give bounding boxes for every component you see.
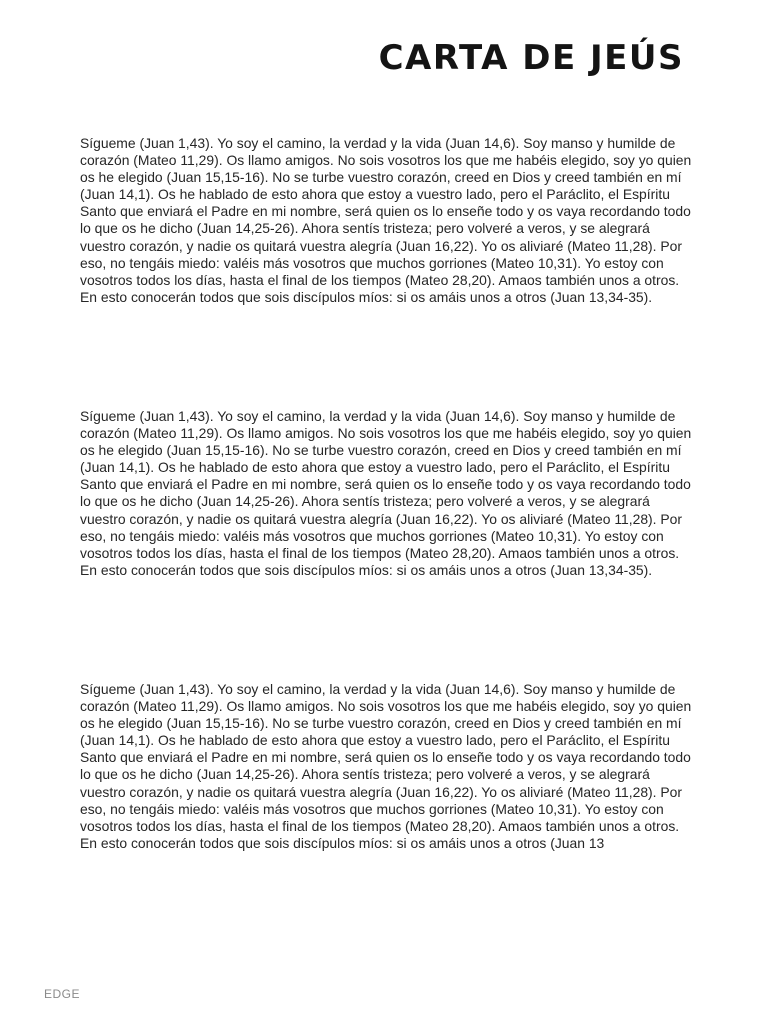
edge-logo: EDGE — [44, 987, 81, 1001]
body-paragraph-1: Sígueme (Juan 1,43). Yo soy el camino, la verdad y la vida (Juan 14,6). Soy manso y humilde de corazón (Mateo 11,29). Os llamo amigos. No sois vosotros los que me habéis elegido, soy yo quien os he elegido (Juan 15,15-16). No se turbe vuestro corazón, creed en Dios y creed también en mí (Juan 14,1). Os he hablado de esto ahora que estoy a vuestro lado, pero el Paráclito, el Espíritu Santo que enviará el Padre en mi nombre, será quien os lo enseñe todo y os vaya recordando todo lo que os he dicho (Juan 14,25-26). Ahora sentís tristeza; pero volveré a veros, y se alegrará vuestro corazón, y nadie os quitará vuestra alegría (Juan 16,22). Yo os aliviaré (Mateo 11,28). Por eso, no tengáis miedo: valéis más vosotros que muchos gorriones (Mateo 10,31). Yo estoy con vosotros todos los días, hasta el final de los tiempos (Mateo 28,20). Amaos también unos a otros. En esto conocerán todos que sois discípulos míos: si os amáis unos a otros (Juan 13,34-35). — [80, 135, 692, 305]
page-title: CARTA DE JEÚS — [378, 38, 684, 78]
body-paragraph-2: Sígueme (Juan 1,43). Yo soy el camino, la verdad y la vida (Juan 14,6). Soy manso y humilde de corazón (Mateo 11,29). Os llamo amigos. No sois vosotros los que me habéis elegido, soy yo quien os he elegido (Juan 15,15-16). No se turbe vuestro corazón, creed en Dios y creed también en mí (Juan 14,1). Os he hablado de esto ahora que estoy a vuestro lado, pero el Paráclito, el Espíritu Santo que enviará el Padre en mi nombre, será quien os lo enseñe todo y os vaya recordando todo lo que os he dicho (Juan 14,25-26). Ahora sentís tristeza; pero volveré a veros, y se alegrará vuestro corazón, y nadie os quitará vuestra alegría (Juan 16,22). Yo os aliviaré (Mateo 11,28). Por eso, no tengáis miedo: valéis más vosotros que muchos gorriones (Mateo 10,31). Yo estoy con vosotros todos los días, hasta el final de los tiempos (Mateo 28,20). Amaos también unos a otros. En esto conocerán todos que sois discípulos míos: si os amáis unos a otros (Juan 13,34-35). — [80, 408, 692, 578]
body-paragraph-3: Sígueme (Juan 1,43). Yo soy el camino, la verdad y la vida (Juan 14,6). Soy manso y humilde de corazón (Mateo 11,29). Os llamo amigos. No sois vosotros los que me habéis elegido, soy yo quien os he elegido (Juan 15,15-16). No se turbe vuestro corazón, creed en Dios y creed también en mí (Juan 14,1). Os he hablado de esto ahora que estoy a vuestro lado, pero el Paráclito, el Espíritu Santo que enviará el Padre en mi nombre, será quien os lo enseñe todo y os vaya recordando todo lo que os he dicho (Juan 14,25-26). Ahora sentís tristeza; pero volveré a veros, y se alegrará vuestro corazón, y nadie os quitará vuestra alegría (Juan 16,22). Yo os aliviaré (Mateo 11,28). Por eso, no tengáis miedo: valéis más vosotros que muchos gorriones (Mateo 10,31). Yo estoy con vosotros todos los días, hasta el final de los tiempos (Mateo 28,20). Amaos también unos a otros. En esto conocerán todos que sois discípulos míos: si os amáis unos a otros (Juan 13 — [80, 681, 692, 851]
